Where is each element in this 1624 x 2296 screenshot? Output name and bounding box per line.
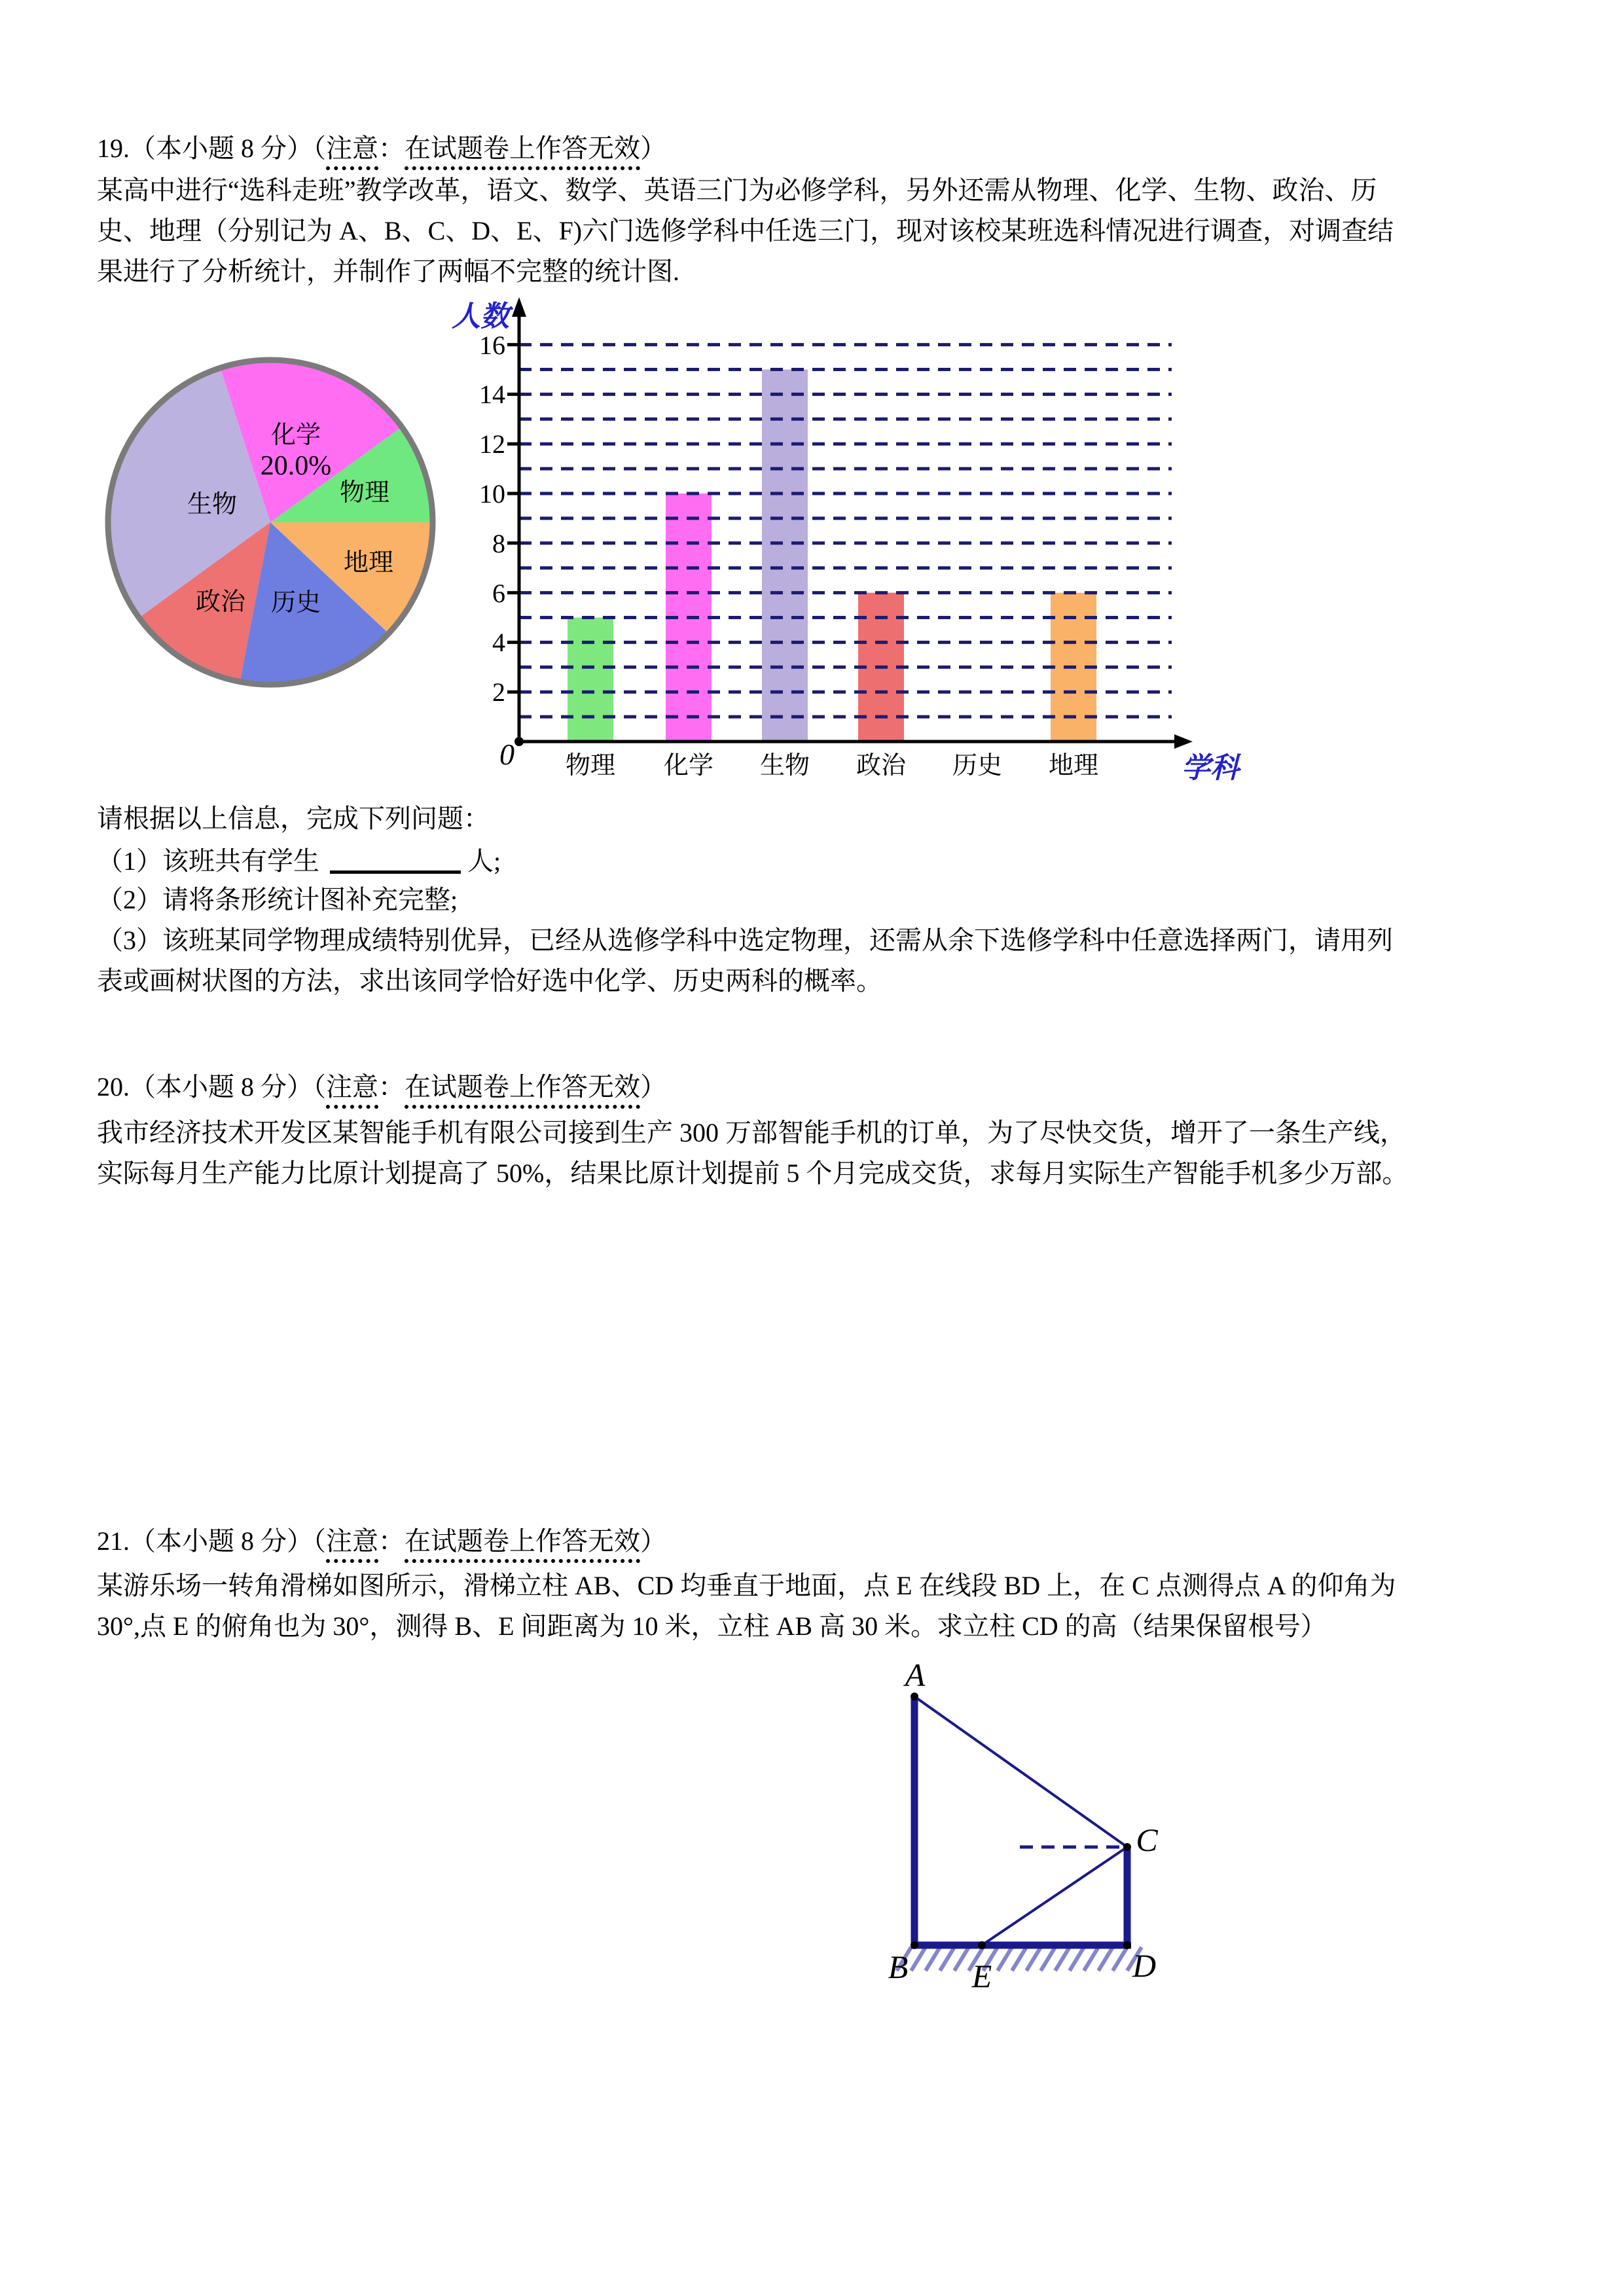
- hatch-line: [1026, 1947, 1041, 1971]
- bar-category-label: 化学: [663, 752, 714, 780]
- q21-note-open: （: [313, 1526, 326, 1556]
- hatch-line: [926, 1947, 940, 1971]
- q21-number-title: 21.（本小题 8 分）: [97, 1526, 313, 1556]
- hatch-line: [1098, 1947, 1113, 1971]
- q19-paragraph-line: 某高中进行“选科走班”教学改革，语文、数学、英语三门为必修学科，另外还需从物理、化学、生物、政治、历: [97, 175, 1377, 205]
- answer-blank: [330, 843, 461, 874]
- y-tick-label: 6: [492, 579, 505, 608]
- q21-paragraph-line: 30°,点 E 的俯角也为 30°，测得 B、E 间距离为 10 米，立柱 AB 高 30 米。求立柱 CD 的高（结果保留根号）: [97, 1611, 1327, 1641]
- bar-category-label: 历史: [952, 752, 1003, 780]
- bar-category-label: 政治: [856, 752, 907, 780]
- y-tick-label: 2: [492, 677, 505, 707]
- q19-item-2: （2）请将条形统计图补充完整;: [97, 885, 458, 914]
- q20-note-emphasis-2: 在试题卷上作答无效: [405, 1072, 640, 1109]
- q19-note-emphasis-1: 注意: [326, 134, 378, 170]
- q19-number-title: 19.（本小题 8 分）: [97, 134, 313, 163]
- slide-AC-line: [914, 1696, 1127, 1847]
- point-E-label: E: [971, 1958, 992, 1994]
- hatch-line: [954, 1947, 969, 1971]
- pie-slice-label: 政治: [195, 588, 246, 616]
- q19-paragraph: [97, 170, 1394, 292]
- point-C-dot: [1123, 1843, 1131, 1851]
- q19-header: [97, 132, 666, 165]
- q21-paragraph-line: 某游乐场一转角滑梯如图所示，滑梯立柱 AB、CD 均垂直于地面，点 E 在线段 BD 上，在 C 点测得点 A 的仰角为: [97, 1571, 1396, 1600]
- q20-paragraph-line: 实际每月生产能力比原计划提高了 50%，结果比原计划提前 5 个月完成交货，求每月实际生产智能手机多少万部。: [97, 1158, 1409, 1188]
- ground-hatching: [897, 1947, 1142, 1971]
- q19-note-colon: ：: [378, 134, 405, 163]
- y-tick-label: 12: [479, 429, 505, 459]
- hatch-line: [940, 1947, 954, 1971]
- point-D-dot: [1123, 1941, 1131, 1949]
- hatch-line: [998, 1947, 1012, 1971]
- q21-paragraph: [97, 1566, 1396, 1647]
- bar-3: [762, 370, 808, 742]
- point-A-label: A: [905, 1657, 926, 1693]
- y-tick-label: 10: [479, 479, 505, 509]
- q20-note-open: （: [313, 1072, 326, 1102]
- hatch-line: [1084, 1947, 1098, 1971]
- q19-note-close: ）: [640, 134, 666, 163]
- pie-slice-label: 地理: [343, 549, 394, 577]
- q20-paragraph-line: 我市经济技术开发区某智能手机有限公司接到生产 300 万部智能手机的订单，为了尽快交货，增开了一条生产线，: [97, 1118, 1406, 1147]
- q20-note-emphasis-1: 注意: [326, 1072, 378, 1109]
- point-B-label: B: [888, 1948, 909, 1985]
- q20-paragraph: [97, 1113, 1408, 1194]
- q21-note-emphasis-2: 在试题卷上作答无效: [405, 1526, 640, 1563]
- bar-category-label: 地理: [1048, 752, 1099, 780]
- bar-chart: [432, 288, 1283, 818]
- q19-item-1-suffix: 人;: [467, 846, 501, 876]
- hatch-line: [1012, 1947, 1026, 1971]
- pie-slice-percent-label: 20.0%: [260, 451, 332, 481]
- q19-paragraph-line: 果进行了分析统计，并制作了两幅不完整的统计图.: [97, 257, 679, 286]
- hatch-line: [1113, 1947, 1127, 1971]
- y-tick-label: 4: [492, 628, 505, 657]
- bar-chart-x-axis-title: 学科: [1182, 752, 1239, 784]
- q19-item-1-text: （1）该班共有学生: [97, 846, 319, 876]
- q19-intro: 请根据以上信息，完成下列问题：: [97, 804, 490, 833]
- q20-note-colon: ：: [378, 1072, 405, 1102]
- bar-category-label: 生物: [759, 752, 810, 780]
- y-axis-arrow-icon: [512, 297, 526, 317]
- hatch-line: [1070, 1947, 1084, 1971]
- y-tick-label: 14: [479, 380, 505, 409]
- q19-paragraph-line: 史、地理（分别记为 A、B、C、D、E、F)六门选修学科中任选三门，现对该校某班选科情况进行调查，对调查结: [97, 216, 1394, 245]
- q19-note-open: （: [313, 134, 326, 163]
- point-D-label: D: [1132, 1947, 1157, 1984]
- pie-slice-label: 生物: [187, 491, 238, 518]
- q19-item-3-line: （3）该班某同学物理成绩特别优异，已经从选修学科中选定物理，还需从余下选修学科中任意选择两门，请用列: [97, 925, 1393, 955]
- q21-note-close: ）: [640, 1526, 666, 1556]
- q19-item-1: [97, 843, 501, 878]
- point-B-dot: [911, 1941, 918, 1949]
- y-tick-label: 16: [479, 331, 505, 360]
- hatch-line: [911, 1947, 926, 1971]
- hatch-line: [1041, 1947, 1055, 1971]
- pie-slice-label: 化学: [270, 422, 321, 449]
- pie-slice-label: 历史: [270, 589, 321, 617]
- bar-chart-y-axis-title: 人数: [452, 300, 509, 332]
- point-C-label: C: [1136, 1821, 1158, 1858]
- point-A-dot: [911, 1693, 918, 1700]
- origin-dot: [514, 737, 524, 746]
- pie-chart: [105, 359, 439, 692]
- q19-item-3: [97, 920, 1393, 1001]
- q21-note-emphasis-1: 注意: [326, 1526, 378, 1563]
- bar-category-label: 物理: [565, 752, 616, 780]
- bar-1: [568, 618, 613, 742]
- q20-number-title: 20.（本小题 8 分）: [97, 1072, 313, 1102]
- slide-CE-line: [982, 1847, 1127, 1945]
- hatch-line: [1055, 1947, 1070, 1971]
- point-E-dot: [978, 1941, 986, 1949]
- q19-note-emphasis-2: 在试题卷上作答无效: [405, 134, 640, 170]
- q21-note-colon: ：: [378, 1526, 405, 1556]
- x-axis-arrow-icon: [1174, 734, 1193, 749]
- slide-diagram: [851, 1649, 1218, 1996]
- y-tick-label: 8: [492, 529, 505, 558]
- q21-header: [97, 1525, 666, 1558]
- pie-slice-label: 物理: [339, 479, 390, 507]
- q19-item-3-line: 表或画树状图的方法，求出该同学恰好选中化学、历史两科的概率。: [97, 966, 882, 996]
- q20-note-close: ）: [640, 1072, 666, 1102]
- origin-label: 0: [499, 738, 514, 771]
- q20-header: [97, 1071, 666, 1103]
